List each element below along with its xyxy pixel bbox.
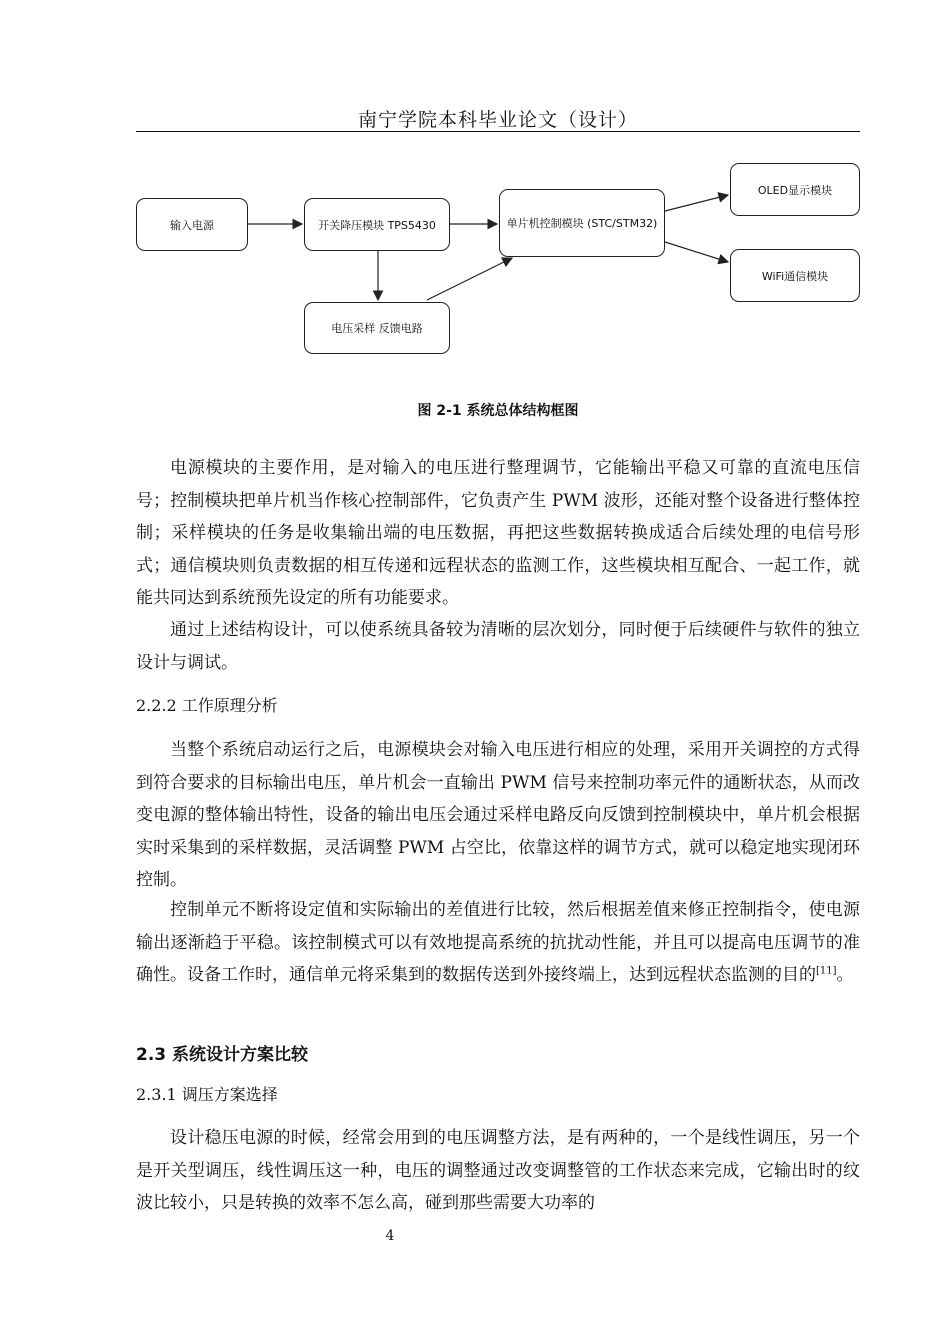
node-voltage-sampling: 电压采样 反馈电路 [304, 302, 450, 354]
node-buck-converter: 开关降压模块 TPS5430 [304, 198, 450, 251]
arrow-sample-to-mcu [427, 258, 512, 300]
body-paragraph-5: 设计稳压电源的时候，经常会用到的电压调整方法，是有两种的，一个是线性调压，另一个是开关型调压，线性调压这一种，电压的调整通过改变调整管的工作状态来完成，它输出时的纹波比较小，只是转换的效率不怎么高，碰到那些需要大功率的 [136, 1128, 860, 1213]
node-wifi-comm: WiFi通信模块 [730, 249, 860, 302]
section-heading-2-3-1: 2.3.1 调压方案选择 [136, 1085, 278, 1104]
body-paragraph-2: 通过上述结构设计，可以使系统具备较为清晰的层次划分，同时便于后续硬件与软件的独立设计与调试。 [136, 620, 860, 673]
paragraph-4-text: 控制单元不断将设定值和实际输出的差值进行比较，然后根据差值来修正控制指令，使电源输出逐渐趋于平稳。该控制模式可以有效地提高系统的抗扰动性能，并且可以提高电压调节的准确性。设备工作时，通信单元将采集到的数据传送到外接终端上，达到远程状态监测的目的 [136, 900, 860, 985]
arrow-mcu-to-wifi [665, 242, 728, 262]
node-input-power: 输入电源 [136, 198, 248, 251]
section-heading-2-2-2: 2.2.2 工作原理分析 [136, 696, 278, 715]
node-mcu-control: 单片机控制模块 (STC/STM32) [499, 189, 665, 257]
body-paragraph-3: 当整个系统启动运行之后，电源模块会对输入电压进行相应的处理，采用开关调控的方式得到符合要求的目标输出电压，单片机会一直输出 PWM 信号来控制功率元件的通断状态，从而改变电源的整体输出特性，设备的输出电压会通过采样电路反向反馈到控制模块中，单片机会根据实时采集到的采样数据，灵活调整 PWM 占空比，依靠这样的调节方式，就可以稳定地实现闭环控制。 [136, 740, 860, 890]
citation-ref: [11] [816, 965, 837, 977]
system-block-diagram [120, 150, 880, 380]
page-number: 4 [385, 1228, 395, 1244]
page-header-title: 南宁学院本科毕业论文（设计） [357, 109, 638, 131]
body-paragraph-4 [136, 894, 860, 992]
section-heading-2-3: 2.3 系统设计方案比较 [136, 1045, 309, 1065]
paragraph-4-end: 。 [836, 965, 854, 985]
node-oled-display: OLED显示模块 [730, 163, 860, 216]
arrow-mcu-to-oled [665, 195, 728, 211]
header-rule [136, 131, 860, 132]
body-paragraph-1: 电源模块的主要作用，是对输入的电压进行整理调节，它能输出平稳又可靠的直流电压信号；控制模块把单片机当作核心控制部件，它负责产生 PWM 波形，还能对整个设备进行整体控制；采样模块的任务是收集输出端的电压数据，再把这些数据转换成适合后续处理的电信号形式；通信模块则负责数据的相互传递和远程状态的监测工作，这些模块相互配合、一起工作，就能共同达到系统预先设定的所有功能要求。 [136, 458, 860, 608]
figure-caption: 图 2-1 系统总体结构框图 [417, 403, 579, 419]
